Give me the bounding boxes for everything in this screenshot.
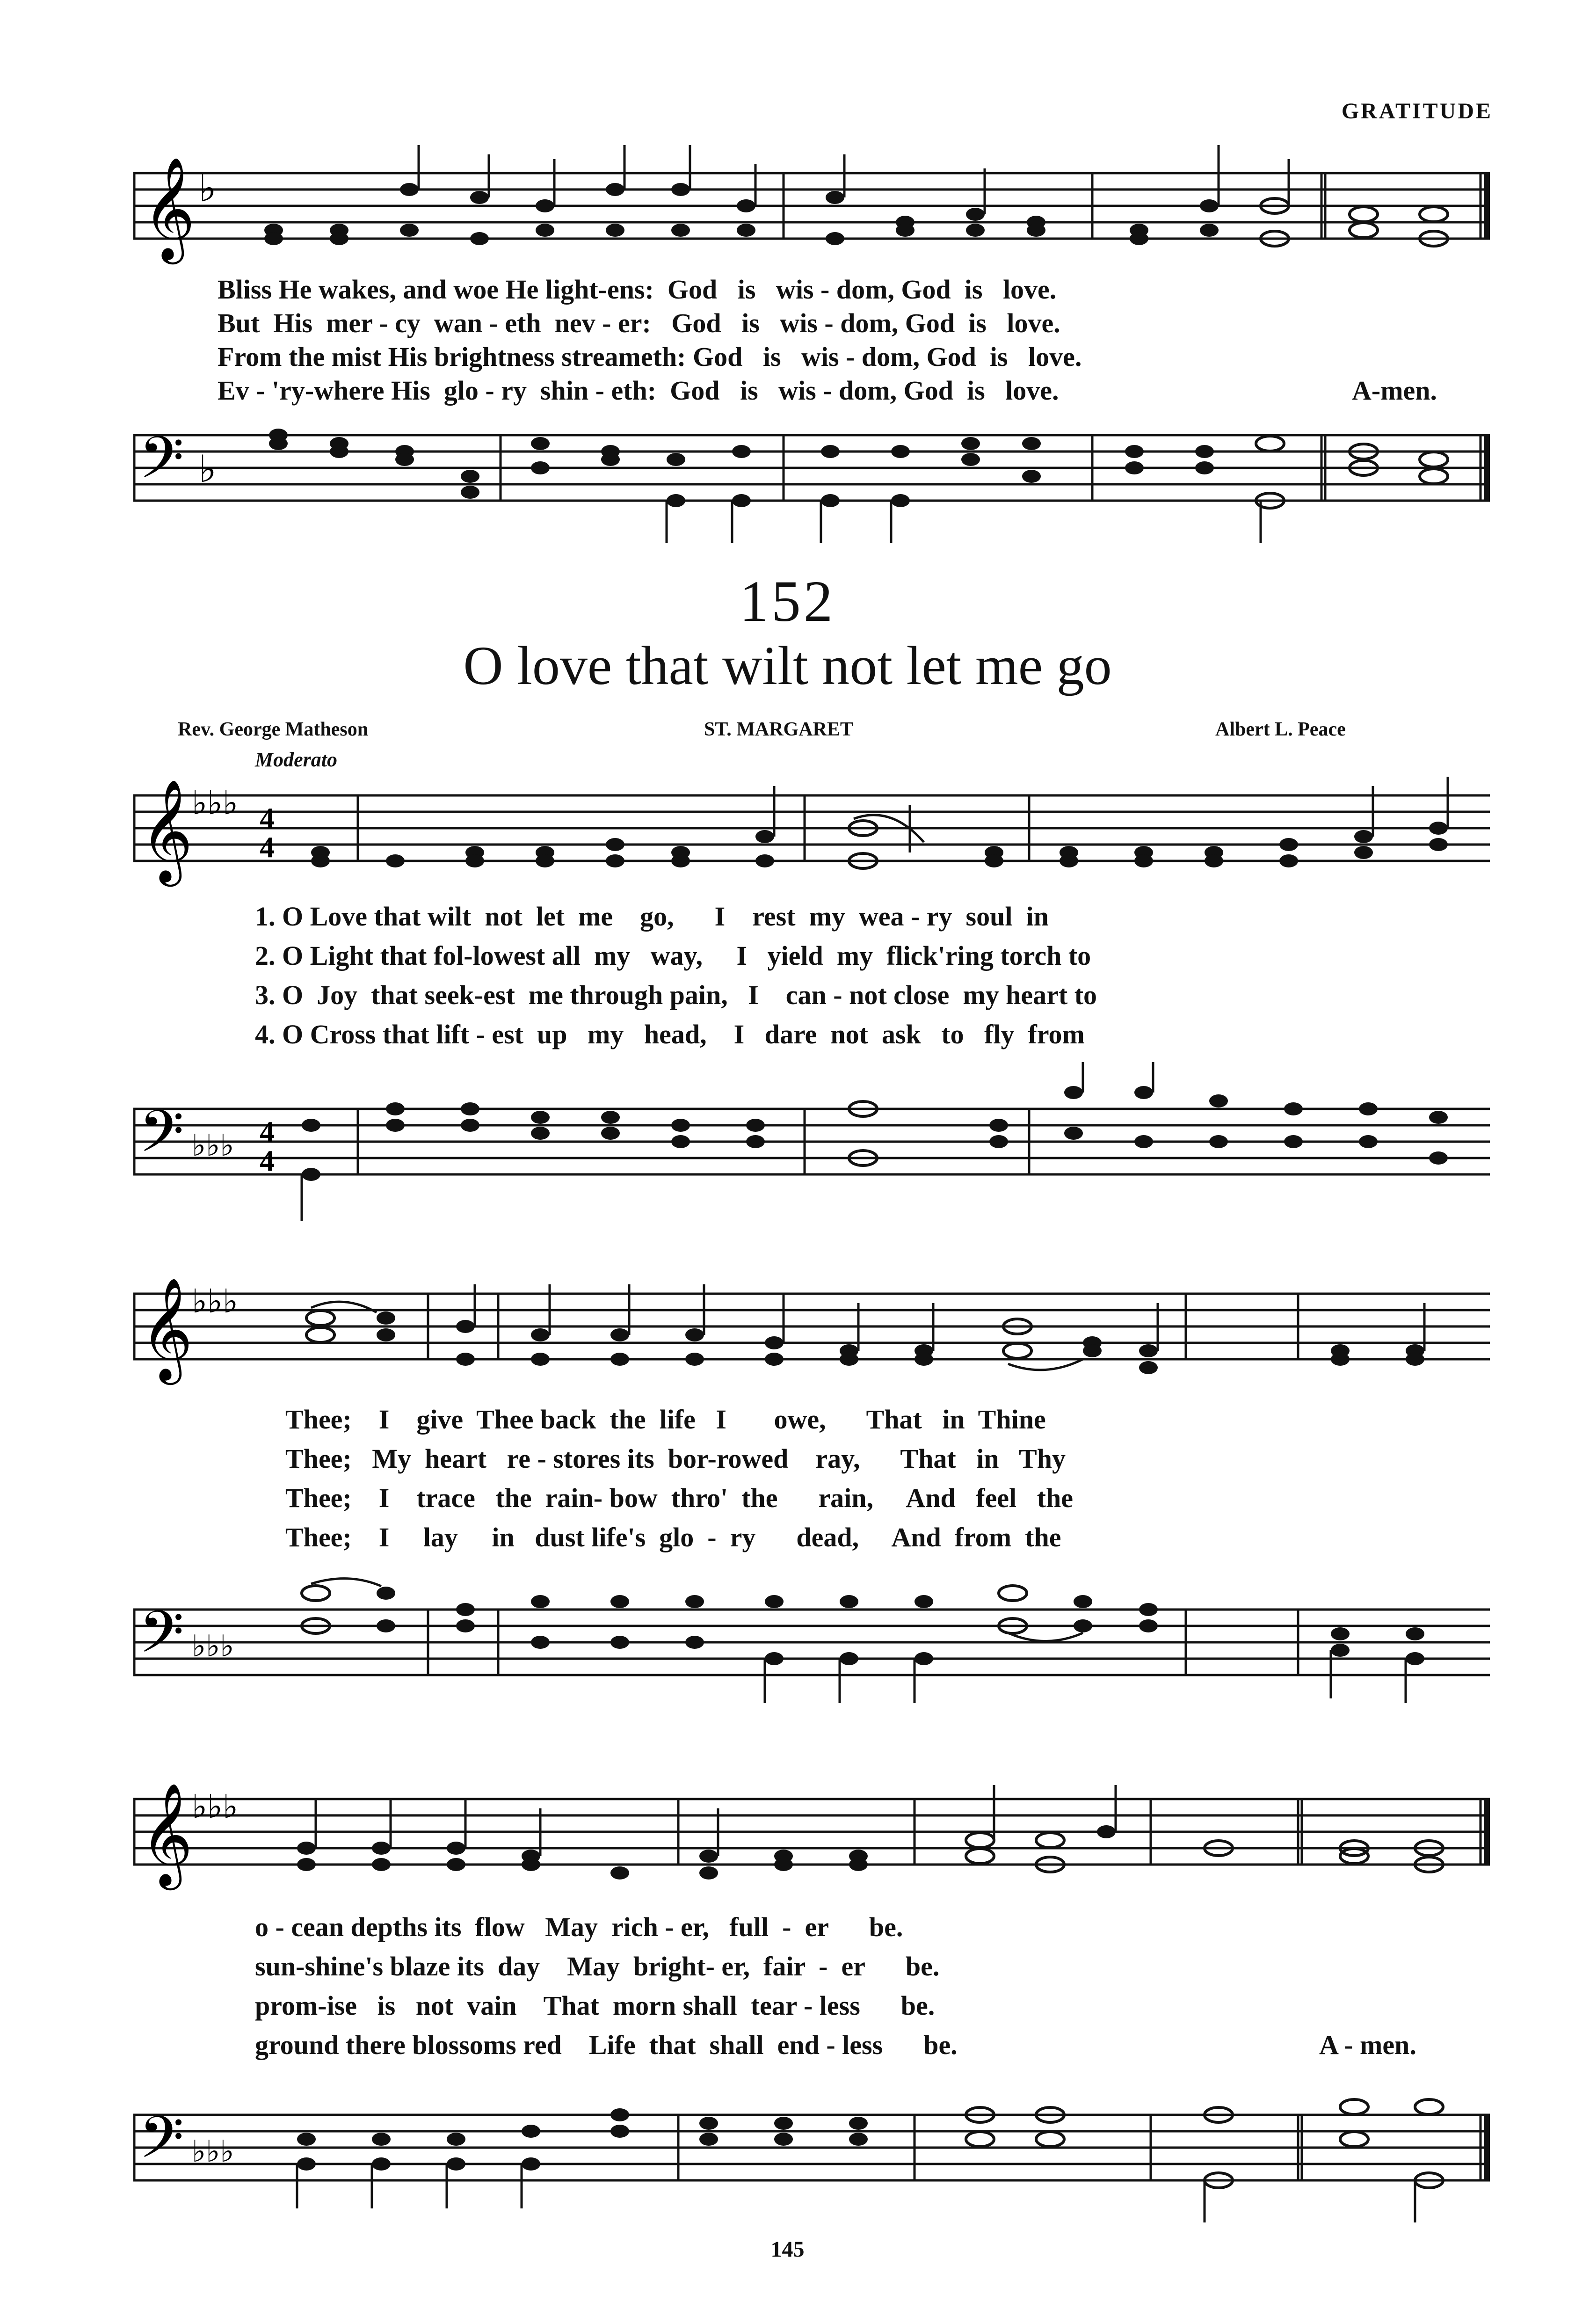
svg-text:♭♭♭: ♭♭♭ (192, 1629, 234, 1664)
system3-treble-staff (133, 1771, 1490, 1893)
prev-verse-line: Bliss He wakes, and woe He light-ens: God is wis - dom, God is love. (218, 274, 1057, 305)
prev-hymn-treble-staff (133, 145, 1490, 267)
system3-verses (0, 1911, 1575, 2060)
system2-verses (0, 1404, 1575, 1552)
hymn-amen: A - men. (1319, 2030, 1416, 2060)
svg-text:𝄞: 𝄞 (140, 1782, 193, 1886)
svg-text:♭♭♭: ♭♭♭ (192, 2135, 234, 2169)
prev-hymn-verses (0, 274, 1575, 409)
svg-text:♭: ♭ (199, 447, 217, 491)
svg-text:𝄢: 𝄢 (139, 1599, 184, 1680)
svg-text:♭♭♭: ♭♭♭ (192, 1129, 234, 1163)
verse-line: Thee; I trace the rain- bow thro' the rain, And feel the (285, 1483, 1073, 1513)
verse-line: 3. O Joy that seek-est me through pain, I can - not close my heart to (255, 980, 1097, 1010)
svg-text:♭: ♭ (199, 167, 217, 210)
verse-line: 4. O Cross that lift - est up my head, I dare not ask to fly from (255, 1019, 1085, 1049)
system1-verses (0, 901, 1575, 1049)
hymn-title: O love that wilt not let me go (463, 635, 1112, 696)
svg-text:4: 4 (260, 1115, 275, 1148)
verse-line: ground there blossoms red Life that shall end - less be. (255, 2030, 958, 2060)
svg-text:♭♭♭: ♭♭♭ (192, 784, 239, 822)
page-number: 145 (770, 2237, 805, 2262)
verse-line: Thee; I lay in dust life's glo - ry dead, And from the (285, 1522, 1061, 1552)
system1-bass-staff (133, 1062, 1490, 1231)
prev-verse-line: From the mist His brightness streameth: God is wis - dom, God is love. (218, 342, 1082, 372)
verse-line: Thee; I give Thee back the life I owe, That in Thine (285, 1404, 1046, 1435)
system2-bass-staff (133, 1563, 1490, 1731)
time-signature-top: 4 (260, 801, 275, 835)
svg-text:𝄢: 𝄢 (139, 2104, 184, 2186)
verse-line: Thee; My heart re - stores its bor-rowed ray, That in Thy (285, 1443, 1066, 1474)
svg-text:♭♭♭: ♭♭♭ (192, 1787, 239, 1826)
svg-text:𝄞: 𝄞 (143, 156, 196, 260)
verse-line: sun-shine's blaze its day May bright- er, fair - er be. (255, 1951, 940, 1982)
svg-text:𝄞: 𝄞 (140, 779, 193, 882)
prev-verse-line: Ev - 'ry-where His glo - ry shin - eth: God is wis - dom, God is love. (218, 375, 1059, 406)
verse-line: o - cean depths its flow May rich - er, full - er be. (255, 1912, 903, 1942)
system2-treble-staff (133, 1266, 1490, 1387)
prev-hymn-bass-staff (133, 407, 1490, 547)
system1-treble-staff (133, 767, 1490, 889)
prev-hymn-amen: A-men. (1352, 375, 1437, 406)
system3-bass-staff (133, 2068, 1490, 2227)
svg-text:𝄞: 𝄞 (140, 1277, 193, 1380)
svg-text:4: 4 (260, 1144, 275, 1177)
time-signature-bottom: 4 (260, 831, 275, 864)
section-header: GRATITUDE (1341, 99, 1493, 124)
prev-verse-line: But His mer - cy wan - eth nev - er: God is wis - dom, God is love. (218, 308, 1060, 338)
hymn-number: 152 (739, 569, 836, 634)
verse-line: 1. O Love that wilt not let me go, I rest my wea - ry soul in (255, 901, 1049, 932)
verse-line: 2. O Light that fol-lowest all my way, I yield my flick'ring torch to (255, 940, 1091, 971)
hymn-tune: ST. MARGARET (704, 719, 853, 740)
hymn-composer: Albert L. Peace (1215, 719, 1346, 740)
tempo-marking: Moderato (255, 748, 337, 771)
svg-text:𝄢: 𝄢 (139, 1098, 184, 1180)
svg-text:♭♭♭: ♭♭♭ (192, 1282, 239, 1320)
svg-text:𝄢: 𝄢 (139, 424, 184, 506)
verse-line: prom-ise is not vain That morn shall tear - less be. (255, 1990, 935, 2021)
hymn-author: Rev. George Matheson (178, 719, 369, 740)
